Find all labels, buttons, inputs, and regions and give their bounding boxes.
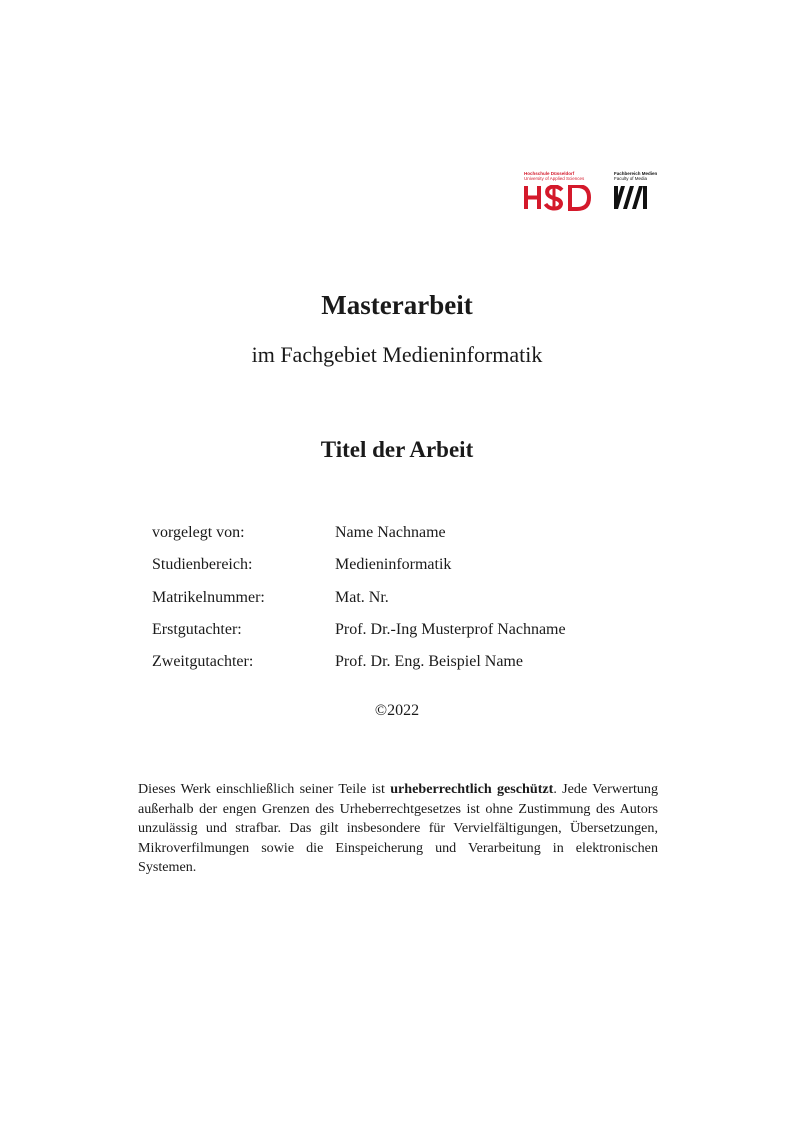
info-value: Mat. Nr. — [335, 588, 389, 606]
copyright-paragraph — [138, 780, 658, 878]
thesis-title: Titel der Arbeit — [320, 437, 474, 462]
copyright-notice: ©2022 — [374, 702, 420, 719]
info-value: Prof. Dr.-Ing Musterprof Nachname — [335, 620, 566, 638]
faculty-logo-mark — [614, 185, 650, 211]
info-value: Prof. Dr. Eng. Beispiel Name — [335, 653, 523, 671]
info-label: Matrikelnummer: — [152, 588, 265, 606]
info-value: Medieninformatik — [335, 556, 452, 574]
hsd-logo-line2: University of Applied Sciences — [524, 176, 585, 181]
hsd-logo-caption — [524, 171, 584, 181]
info-label: vorgelegt von: — [152, 524, 245, 541]
faculty-logo-line2: Faculty of Media — [614, 176, 648, 181]
info-label: Studienbereich: — [152, 556, 253, 574]
info-label: Erstgutachter: — [152, 620, 242, 638]
faculty-logo-caption — [614, 171, 657, 181]
faculty-logo-line1: Fachbereich Medien — [614, 171, 658, 176]
hsd-logo-line1: Hochschule Düsseldorf — [524, 171, 575, 176]
hsd-logo — [524, 171, 594, 211]
info-value: Name Nachname — [335, 524, 446, 541]
notice-text-before: Dieses Werk einschließlich seiner Teile ist — [138, 781, 391, 797]
field-of-study-subtitle: im Fachgebiet Medieninformatik — [251, 342, 543, 367]
info-label: Zweitgutachter: — [152, 653, 254, 671]
notice-text-after: . Jede Verwertung außerhalb der engen Grenzen des Urheberrechtgesetzes ist ohne Zustimmung des Autors unzulässig und strafbar. Das gilt insbesondere für Vervielfältigungen, Übersetzungen, Mikroverfilmungen sowie die Einspeicherung und Verarbeitung in elektronischen Systemen. — [138, 781, 658, 875]
notice-text-bold: urheberrechtlich geschützt — [390, 781, 554, 797]
document-type-title: Masterarbeit — [321, 290, 473, 320]
hsd-logo-mark — [524, 185, 592, 211]
faculty-media-logo — [614, 171, 674, 211]
